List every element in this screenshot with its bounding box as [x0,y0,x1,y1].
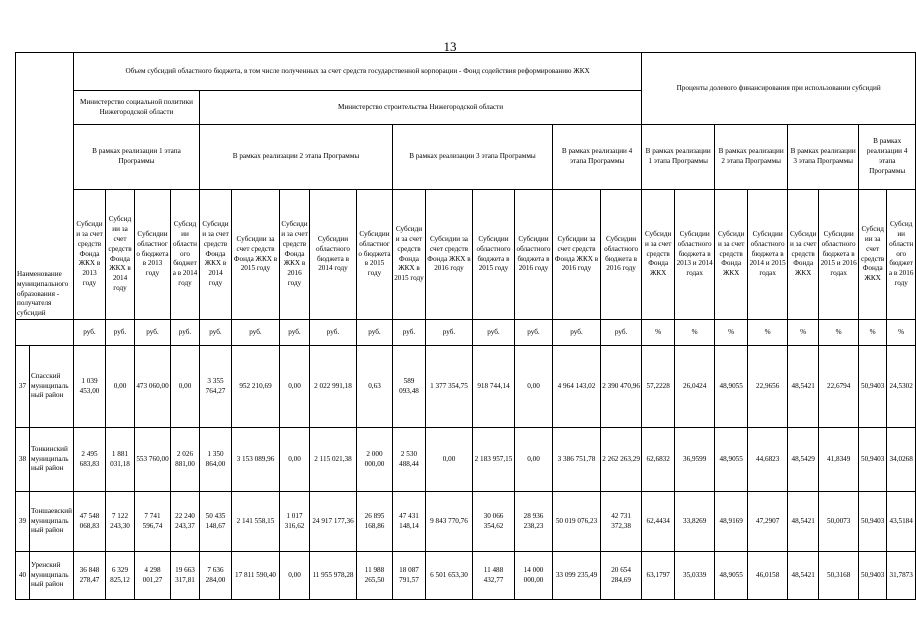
unit-cell: руб. [393,320,426,346]
value-cell: 14 000 000,00 [515,552,553,600]
value-cell: 6 329 825,12 [106,552,135,600]
column-header: Субсидии областного бюджета в 2016 году [887,190,916,320]
column-header-row [16,190,916,320]
value-cell: 47 431 148,14 [393,492,426,552]
value-cell: 7 636 284,00 [200,552,232,600]
value-cell: 42 731 372,38 [601,492,642,552]
row-number: 38 [16,428,30,492]
column-header: Субсидии областного бюджета в 2014 году [171,190,200,320]
value-cell: 19 663 317,81 [171,552,200,600]
value-cell: 26,0424 [675,346,715,428]
units-stub-cell [16,320,74,346]
percent-header: Проценты долевого финансирования при использовании субсидий [642,53,916,125]
value-cell: 0,63 [357,346,393,428]
column-header: Субсидии областного бюджета в 2016 году [601,190,642,320]
unit-cell: % [819,320,859,346]
value-cell: 48,9055 [715,428,748,492]
value-cell: 63,1797 [642,552,675,600]
column-header: Субсидии за счет средств Фонда ЖКХ в 2013 году [74,190,106,320]
unit-cell: руб. [426,320,473,346]
value-cell: 553 760,00 [135,428,171,492]
value-cell: 48,9055 [715,552,748,600]
value-cell: 0,00 [280,552,310,600]
value-cell: 48,9055 [715,346,748,428]
value-cell: 62,4434 [642,492,675,552]
stage4-header: В рамках реализации 4 этапа Программы [553,125,642,190]
value-cell: 35,0339 [675,552,715,600]
column-header: Субсидии областного бюджета в 2015 году [473,190,515,320]
row-number: 37 [16,346,30,428]
value-cell: 41,8349 [819,428,859,492]
value-cell: 50,9403 [859,428,887,492]
column-header: Субсидии за счет средств Фонда ЖКХ в 2014 году [200,190,232,320]
municipality-name: Тоншаевский муниципальный район [30,492,74,552]
value-cell: 28 936 238,23 [515,492,553,552]
value-cell: 22,6794 [819,346,859,428]
value-cell: 22 240 243,37 [171,492,200,552]
unit-cell: руб. [553,320,601,346]
column-header: Субсидии за счет средств Фонда ЖКХ в 2015 году [232,190,280,320]
value-cell: 1 017 316,62 [280,492,310,552]
value-cell: 473 060,00 [135,346,171,428]
value-cell: 30 066 354,62 [473,492,515,552]
value-cell: 50 435 148,67 [200,492,232,552]
value-cell: 0,00 [171,346,200,428]
value-cell: 918 744,14 [473,346,515,428]
value-cell: 47 548 068,83 [74,492,106,552]
table-row [16,492,916,552]
table-row [16,346,916,428]
value-cell: 46,0158 [748,552,788,600]
column-header: Субсидии областного бюджета в 2015 и 2016 годах [819,190,859,320]
value-cell: 3 153 089,96 [232,428,280,492]
value-cell: 50,0073 [819,492,859,552]
value-cell: 62,6832 [642,428,675,492]
stage3-header: В рамках реализации 3 этапа Программы [393,125,553,190]
column-header: Субсидии областного бюджета в 2013 году [135,190,171,320]
value-cell: 1 377 354,75 [426,346,473,428]
column-header: Субсидии областного бюджета в 2015 году [357,190,393,320]
value-cell: 50,3168 [819,552,859,600]
value-cell: 6 501 653,30 [426,552,473,600]
value-cell: 0,00 [106,346,135,428]
column-header: Субсидии за счет средств Фонда ЖКХ [642,190,675,320]
row-number: 40 [16,552,30,600]
value-cell: 48,9169 [715,492,748,552]
value-cell: 48,5421 [788,492,819,552]
value-cell: 44,6823 [748,428,788,492]
column-header: Субсидии за счет средств Фонда ЖКХ в 2016 году [553,190,601,320]
value-cell: 952 210,69 [232,346,280,428]
value-cell: 31,7873 [887,552,916,600]
value-cell: 589 093,48 [393,346,426,428]
value-cell: 1 039 453,00 [74,346,106,428]
unit-cell: руб. [171,320,200,346]
value-cell: 11 955 978,28 [310,552,357,600]
column-header: Субсидии за счет средств Фонда ЖКХ [859,190,887,320]
value-cell: 4 964 143,02 [553,346,601,428]
column-header: Субсидии за счет средств Фонда ЖКХ в 2016 году [426,190,473,320]
value-cell: 0,00 [280,346,310,428]
stage1-header: В рамках реализации 1 этапа Программы [74,125,200,190]
value-cell: 50,9403 [859,492,887,552]
unit-cell: % [887,320,916,346]
unit-cell: руб. [280,320,310,346]
unit-cell: руб. [357,320,393,346]
value-cell: 33,8269 [675,492,715,552]
subsidy-table [15,52,916,600]
unit-cell: % [675,320,715,346]
ministry-social-header: Министерство социальной политики Нижегородской области [74,91,200,125]
page-number: 13 [443,39,457,54]
stage2-header: В рамках реализации 2 этапа Программы [200,125,393,190]
value-cell: 2 262 263,29 [601,428,642,492]
value-cell: 1 350 864,00 [200,428,232,492]
unit-cell: % [715,320,748,346]
municipality-name: Спасский муниципальный район [30,346,74,428]
value-cell: 26 895 168,86 [357,492,393,552]
percent-stage1-header: В рамках реализации 1 этапа Программы [642,125,715,190]
value-cell: 0,00 [515,346,553,428]
value-cell: 9 843 770,76 [426,492,473,552]
value-cell: 50 019 076,23 [553,492,601,552]
municipality-name: Уренский муниципальный район [30,552,74,600]
value-cell: 47,2907 [748,492,788,552]
value-cell: 50,9403 [859,346,887,428]
value-cell: 18 087 791,57 [393,552,426,600]
value-cell: 4 298 001,27 [135,552,171,600]
value-cell: 24 917 177,36 [310,492,357,552]
percent-stage4-header: В рамках реализации 4 этапа Программы [859,125,916,190]
value-cell: 2 115 021,38 [310,428,357,492]
value-cell: 1 881 031,18 [106,428,135,492]
unit-cell: руб. [74,320,106,346]
value-cell: 33 099 235,49 [553,552,601,600]
column-header: Субсидии областного бюджета в 2014 и 2015 годах [748,190,788,320]
value-cell: 48,5429 [788,428,819,492]
ministry-construction-header: Министерство строительства Нижегородской области [200,91,642,125]
value-cell: 3 386 751,78 [553,428,601,492]
value-cell: 17 811 590,40 [232,552,280,600]
municipality-name: Тонкинский муниципальный район [30,428,74,492]
value-cell: 2 495 683,83 [74,428,106,492]
value-cell: 34,0268 [887,428,916,492]
value-cell: 0,00 [280,428,310,492]
unit-cell: руб. [601,320,642,346]
value-cell: 7 741 596,74 [135,492,171,552]
unit-cell: руб. [135,320,171,346]
unit-cell: руб. [515,320,553,346]
value-cell: 3 355 764,27 [200,346,232,428]
value-cell: 36 848 278,47 [74,552,106,600]
value-cell: 48,5421 [788,346,819,428]
value-cell: 2 183 957,15 [473,428,515,492]
volume-header: Объем субсидий областного бюджета, в том числе полученных за счет средств государственной корпорации - Фонд содействия реформированию ЖКХ [74,53,642,91]
value-cell: 20 654 284,69 [601,552,642,600]
value-cell: 48,5421 [788,552,819,600]
unit-cell: руб. [232,320,280,346]
table-row [16,552,916,600]
municipality-header: Наименование муниципального образования - получателя субсидий [16,53,74,320]
column-header: Субсидии за счет средств Фонда ЖКХ [715,190,748,320]
column-header: Субсидии областного бюджета в 2016 году [515,190,553,320]
unit-cell: % [748,320,788,346]
value-cell: 0,00 [515,428,553,492]
value-cell: 7 122 243,30 [106,492,135,552]
value-cell: 2 000 000,00 [357,428,393,492]
unit-cell: руб. [473,320,515,346]
value-cell: 2 022 991,18 [310,346,357,428]
unit-cell: % [859,320,887,346]
value-cell: 2 530 488,44 [393,428,426,492]
value-cell: 36,9599 [675,428,715,492]
unit-cell: руб. [310,320,357,346]
value-cell: 11 488 432,77 [473,552,515,600]
value-cell: 50,9403 [859,552,887,600]
value-cell: 0,00 [426,428,473,492]
unit-cell: % [642,320,675,346]
column-header: Субсидии за счет средств Фонда ЖКХ в 2016 году [280,190,310,320]
value-cell: 22,9656 [748,346,788,428]
percent-stage3-header: В рамках реализации 3 этапа Программы [788,125,859,190]
value-cell: 2 141 558,15 [232,492,280,552]
subsidy-table-container [15,52,914,634]
value-cell: 11 988 265,50 [357,552,393,600]
value-cell: 24,5302 [887,346,916,428]
unit-cell: руб. [200,320,232,346]
column-header: Субсидии за счет средств Фонда ЖКХ в 2015 году [393,190,426,320]
value-cell: 57,2228 [642,346,675,428]
value-cell: 43,5184 [887,492,916,552]
row-number: 39 [16,492,30,552]
units-row [16,320,916,346]
percent-stage2-header: В рамках реализации 2 этапа Программы [715,125,788,190]
value-cell: 2 390 470,96 [601,346,642,428]
column-header: Субсидии за счет средств Фонда ЖКХ [788,190,819,320]
table-row [16,428,916,492]
column-header: Субсидии областного бюджета в 2013 и 2014 годах [675,190,715,320]
column-header: Субсидии за счет средств Фонда ЖКХ в 2014 году [106,190,135,320]
column-header: Субсидии областного бюджета в 2014 году [310,190,357,320]
value-cell: 2 026 881,00 [171,428,200,492]
unit-cell: руб. [106,320,135,346]
unit-cell: % [788,320,819,346]
